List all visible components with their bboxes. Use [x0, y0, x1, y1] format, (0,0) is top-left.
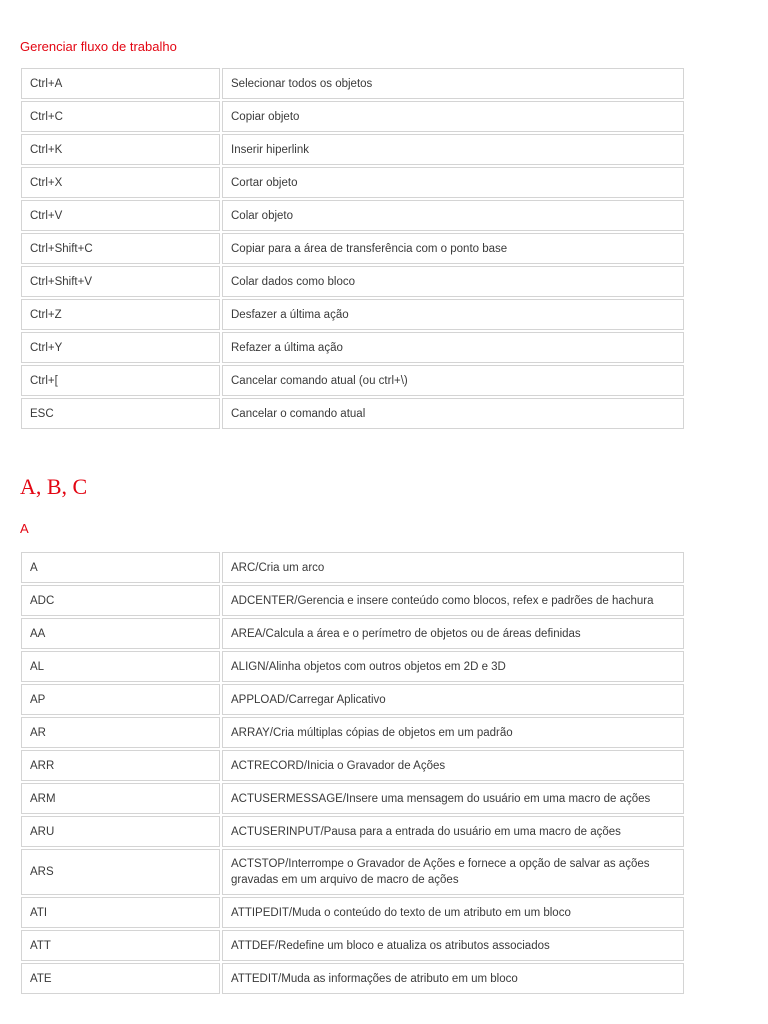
section-title-workflow: Gerenciar fluxo de trabalho: [20, 39, 177, 54]
shortcut-description: Copiar para a área de transferência com o ponto base: [222, 233, 684, 264]
alias-description: AREA/Calcula a área e o perímetro de objetos ou de áreas definidas: [222, 618, 684, 649]
shortcut-description: Colar objeto: [222, 200, 684, 231]
table-row: [21, 365, 684, 396]
shortcut-key: ESC: [21, 398, 220, 429]
alias-key: ATI: [21, 897, 220, 928]
table-row: [21, 101, 684, 132]
alias-description: ADCENTER/Gerencia e insere conteúdo como blocos, refex e padrões de hachura: [222, 585, 684, 616]
alias-description: ACTUSERMESSAGE/Insere uma mensagem do usuário em uma macro de ações: [222, 783, 684, 814]
alias-description: ACTSTOP/Interrompe o Gravador de Ações e fornece a opção de salvar as ações gravadas em um arquivo de macro de ações: [222, 849, 684, 895]
alias-description: ATTEDIT/Muda as informações de atributo em um bloco: [222, 963, 684, 994]
alias-key: ATT: [21, 930, 220, 961]
shortcut-description: Cancelar o comando atual: [222, 398, 684, 429]
table-row: [21, 552, 684, 583]
shortcut-key: Ctrl+X: [21, 167, 220, 198]
alias-description: ARC/Cria um arco: [222, 552, 684, 583]
alias-description: APPLOAD/Carregar Aplicativo: [222, 684, 684, 715]
shortcut-key: Ctrl+[: [21, 365, 220, 396]
shortcut-key: Ctrl+Shift+C: [21, 233, 220, 264]
table-row: [21, 651, 684, 682]
shortcut-description: Cancelar comando atual (ou ctrl+\): [222, 365, 684, 396]
shortcut-description: Colar dados como bloco: [222, 266, 684, 297]
alias-key: ARM: [21, 783, 220, 814]
shortcut-key: Ctrl+V: [21, 200, 220, 231]
shortcut-description: Selecionar todos os objetos: [222, 68, 684, 99]
alias-key: ARS: [21, 849, 220, 895]
table-row: [21, 585, 684, 616]
shortcut-key: Ctrl+C: [21, 101, 220, 132]
workflow-shortcuts-table: [19, 66, 686, 431]
table-row: [21, 897, 684, 928]
section-subheading-a: A: [20, 521, 29, 536]
table-row: [21, 717, 684, 748]
table-row: [21, 299, 684, 330]
alias-description: ALIGN/Alinha objetos com outros objetos em 2D e 3D: [222, 651, 684, 682]
alias-key: ARU: [21, 816, 220, 847]
table-row: [21, 233, 684, 264]
table-row: [21, 68, 684, 99]
shortcut-key: Ctrl+A: [21, 68, 220, 99]
table-row: [21, 618, 684, 649]
shortcut-description: Cortar objeto: [222, 167, 684, 198]
table-row: [21, 816, 684, 847]
shortcut-description: Desfazer a última ação: [222, 299, 684, 330]
table-row: [21, 398, 684, 429]
alias-key: ARR: [21, 750, 220, 781]
shortcut-key: Ctrl+Z: [21, 299, 220, 330]
shortcut-key: Ctrl+Shift+V: [21, 266, 220, 297]
shortcut-description: Refazer a última ação: [222, 332, 684, 363]
section-heading-abc: A, B, C: [20, 474, 88, 499]
alias-key: ATE: [21, 963, 220, 994]
shortcut-key: Ctrl+K: [21, 134, 220, 165]
alias-description: ATTIPEDIT/Muda o conteúdo do texto de um atributo em um bloco: [222, 897, 684, 928]
table-row: [21, 167, 684, 198]
table-row: [21, 963, 684, 994]
table-row: [21, 783, 684, 814]
command-aliases-table: [19, 550, 686, 996]
table-row: [21, 200, 684, 231]
table-row: [21, 332, 684, 363]
table-row: [21, 684, 684, 715]
table-row: [21, 930, 684, 961]
alias-description: ACTRECORD/Inicia o Gravador de Ações: [222, 750, 684, 781]
table-row: [21, 266, 684, 297]
alias-description: ACTUSERINPUT/Pausa para a entrada do usuário em uma macro de ações: [222, 816, 684, 847]
alias-key: AA: [21, 618, 220, 649]
alias-key: A: [21, 552, 220, 583]
alias-key: AR: [21, 717, 220, 748]
alias-key: AL: [21, 651, 220, 682]
alias-key: AP: [21, 684, 220, 715]
shortcut-key: Ctrl+Y: [21, 332, 220, 363]
alias-description: ATTDEF/Redefine um bloco e atualiza os atributos associados: [222, 930, 684, 961]
alias-key: ADC: [21, 585, 220, 616]
shortcut-description: Copiar objeto: [222, 101, 684, 132]
table-row: [21, 750, 684, 781]
table-row: [21, 849, 684, 895]
alias-description: ARRAY/Cria múltiplas cópias de objetos em um padrão: [222, 717, 684, 748]
shortcut-description: Inserir hiperlink: [222, 134, 684, 165]
table-row: [21, 134, 684, 165]
